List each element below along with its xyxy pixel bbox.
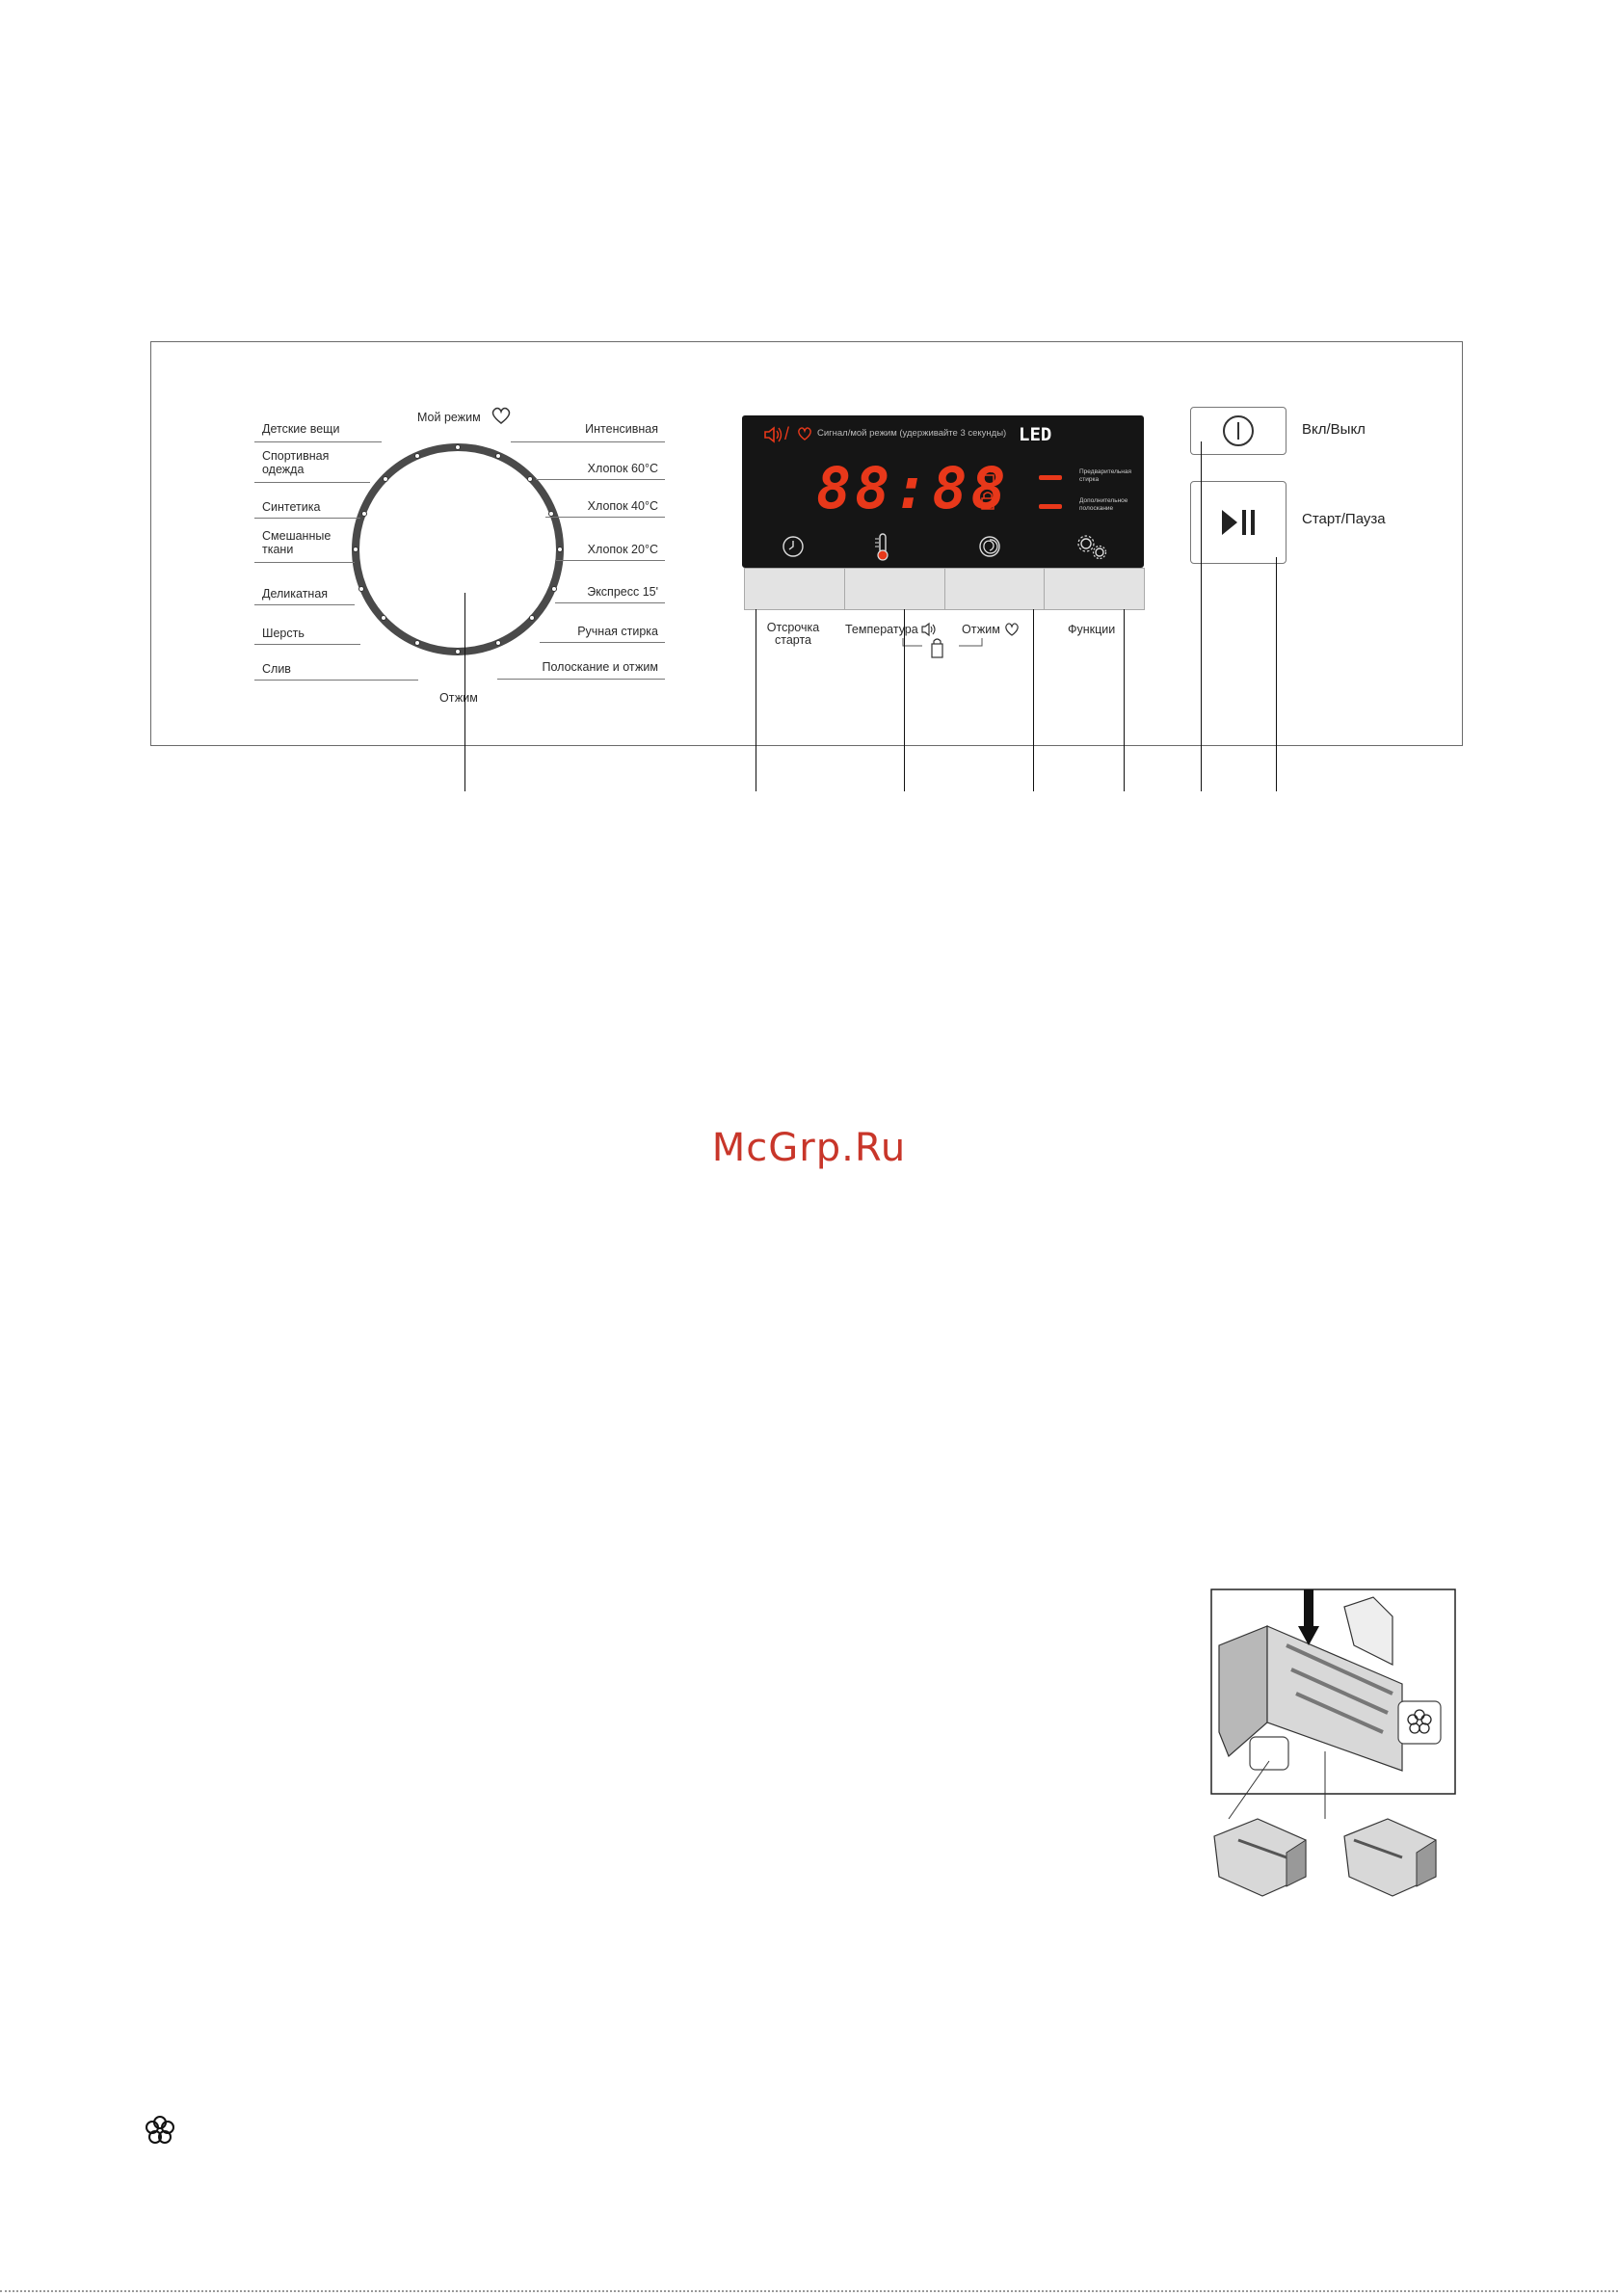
child-lock-bracket [901,636,984,667]
detergent-drawer-illustration [1209,1588,1460,1915]
callout-line-power [1201,441,1202,791]
extra-rinse-label: Дополнительное полоскание [1079,497,1128,512]
program-dial[interactable] [347,439,569,660]
program-kids: Детские вещи [262,422,340,436]
program-mixed: Смешанные ткани [262,529,332,556]
program-synthetic: Синтетика [262,500,321,514]
function-button-row [744,568,1145,610]
program-sport: Спортивная одежда [262,449,330,476]
program-my-mode: Мой режим [417,411,481,424]
extra-rinse-indicator [1039,504,1062,509]
program-delicate: Деликатная [262,587,329,601]
callout-line-start [1276,557,1277,791]
heart-icon [490,405,513,426]
play-pause-icon [1219,507,1260,538]
callout-line-functions [1124,609,1125,791]
prewash-indicator [1039,475,1062,480]
sound-icon [920,622,940,637]
page-bottom-edge [0,2290,1618,2292]
lock-icon [979,467,996,488]
heart-icon [796,425,813,442]
display-hint: Сигнал/мой режим (удерживайте 3 секунды) [817,428,1007,439]
program-cotton-60: Хлопок 60°C [587,462,658,475]
program-hand-wash: Ручная стирка [577,625,658,638]
power-icon [1221,414,1256,448]
led-label: LED [1019,424,1052,445]
power-label: Вкл/Выкл [1302,421,1366,438]
gears-icon [1075,533,1110,562]
program-cotton-40: Хлопок 40°C [587,499,658,513]
program-rinse-spin: Полоскание и отжим [542,660,658,674]
functions-button[interactable] [1045,569,1144,609]
start-pause-label: Старт/Пауза [1302,511,1386,527]
prewash-label: Предварительная стирка [1079,468,1131,483]
delay-start-label: Отсрочка старта [766,621,820,647]
functions-label: Функции [1068,623,1116,636]
sound-icon [763,425,784,444]
program-wool: Шерсть [262,627,305,640]
temperature-button[interactable] [845,569,945,609]
callout-line-temperature [904,609,905,791]
delay-start-button[interactable] [745,569,845,609]
program-cotton-20: Хлопок 20°C [587,543,658,556]
program-drain: Слив [262,662,291,676]
lock-icon [979,490,996,511]
heart-icon [1003,622,1021,637]
program-spin: Отжим [439,691,478,705]
spin-icon [977,534,1002,559]
display-digits: 88:88 [816,455,1010,522]
program-intensive: Интенсивная [585,422,658,436]
callout-line-dial [464,593,465,791]
spin-label: Отжим [962,623,1000,636]
watermark: McGrp.Ru [711,1126,907,1170]
program-express-15: Экспресс 15' [587,585,658,599]
flower-icon [141,2111,179,2149]
spin-button[interactable] [945,569,1046,609]
callout-line-spin [1033,609,1034,791]
clock-icon [781,534,806,559]
temperature-label: Температура [845,623,918,636]
thermometer-icon [873,531,892,562]
